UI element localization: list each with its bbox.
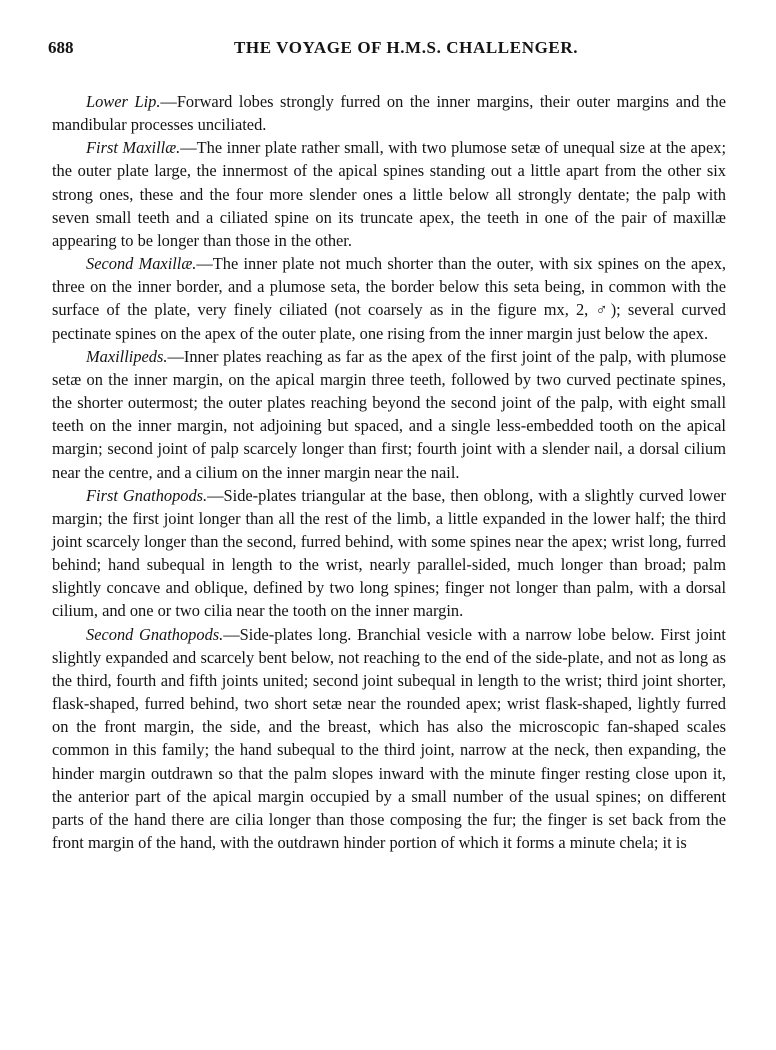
paragraph-label: Maxillipeds.: [86, 346, 168, 366]
paragraph-second-maxillae: [52, 252, 726, 345]
page-number: 688: [48, 38, 74, 57]
paragraph-label: Second Gnathopods.: [86, 624, 224, 644]
page-header: [48, 38, 724, 62]
paragraph-label: First Maxillæ.: [86, 138, 181, 158]
paragraph-text: —The inner plate rather small, with two plumose setæ of unequal size at the apex; the outer plate large, the innermost of the apical spines standing out a little apart from the other six strong ones, these and the four more slender ones a little below all strongly dentate; the palp with seven small teeth and a ciliated spine on its truncate apex, the teeth in one of the pair of maxillæ appearing to be longer than those in the other.: [52, 138, 726, 250]
paragraph-label: Second Maxillæ.: [86, 254, 197, 274]
paragraph-maxillipeds: [52, 345, 726, 484]
paragraph-label: Lower Lip.: [86, 92, 161, 111]
paragraph-text: —The inner plate not much shorter than the outer, with six spines on the apex, three on the inner border, and a plumose seta, the border below this seta being, in common with the surface of the plate, very finely ciliated (not coarsely as in the figure mx, 2, ♂); several curved pectinate spines on the apex of the outer plate, one rising from the inner margin just below the apex.: [52, 254, 726, 343]
paragraph-first-gnathopods: [52, 484, 726, 623]
paragraph-text: —Forward lobes strongly furred on the inner margins, their outer margins and the mandibular processes unciliated.: [52, 92, 726, 135]
paragraph-text: —Side-plates long. Branchial vesicle with a narrow lobe below. First joint slightly expanded and scarcely bent below, not reaching to the end of the side-plate, and not as long as the third, fourth and fifth joints united; second joint subequal in length to the wrist; third joint shorter, flask-shaped, furred behind, two short setæ near the rounded apex; wrist flask-shaped, lightly furred on the front margin, the side, and the breast, which has also the microscopic fan-shaped scales common in this family; the hand subequal to the third joint, narrow at the neck, then expanding, the hinder margin outdrawn so that the palm slopes inward with the minute finger resting close upon it, the anterior part of the apical margin occupied by a small number of the usual spines; on different parts of the hand there are cilia longer than those composing the fur; the finger is set back from the front margin of the hand, with the outdrawn hinder portion of which it forms a minute chela; it is: [52, 624, 726, 852]
paragraph-text: —Inner plates reaching as far as the apex of the first joint of the palp, with plumose setæ on the inner margin, on the apical margin three teeth, followed by two curved pectinate spines, the shorter outermost; the outer plates reaching beyond the second joint of the palp, with eight small teeth on the inner margin, not adjoining but spaced, and a single less-embedded tooth on the apical margin; second joint of palp scarcely longer than first; fourth joint with a slender nail, a dorsal cilium near the centre, and a cilium on the inner margin near the nail.: [52, 346, 726, 482]
paragraph-label: First Gnathopods.: [86, 485, 208, 505]
paragraph-first-maxillae: [52, 136, 726, 252]
running-title: THE VOYAGE OF H.M.S. CHALLENGER.: [233, 38, 579, 57]
paragraph-second-gnathopods: [52, 623, 726, 855]
paragraph-text: —Side-plates triangular at the base, then oblong, with a slightly curved lower margin; the first joint longer than all the rest of the limb, a little expanded in the lower half; the third joint scarcely longer than the second, furred behind, with some spines near the apex; wrist long, furred behind; hand subequal in length to the wrist, nearly parallel-sided, much longer than broad; palm slightly concave and oblique, defined by two long spines; finger not longer than palm, with a dorsal cilium, and one or two cilia near the tooth on the inner margin.: [52, 485, 726, 621]
paragraph-lower-lip: [52, 90, 726, 136]
body-text: [52, 90, 726, 854]
